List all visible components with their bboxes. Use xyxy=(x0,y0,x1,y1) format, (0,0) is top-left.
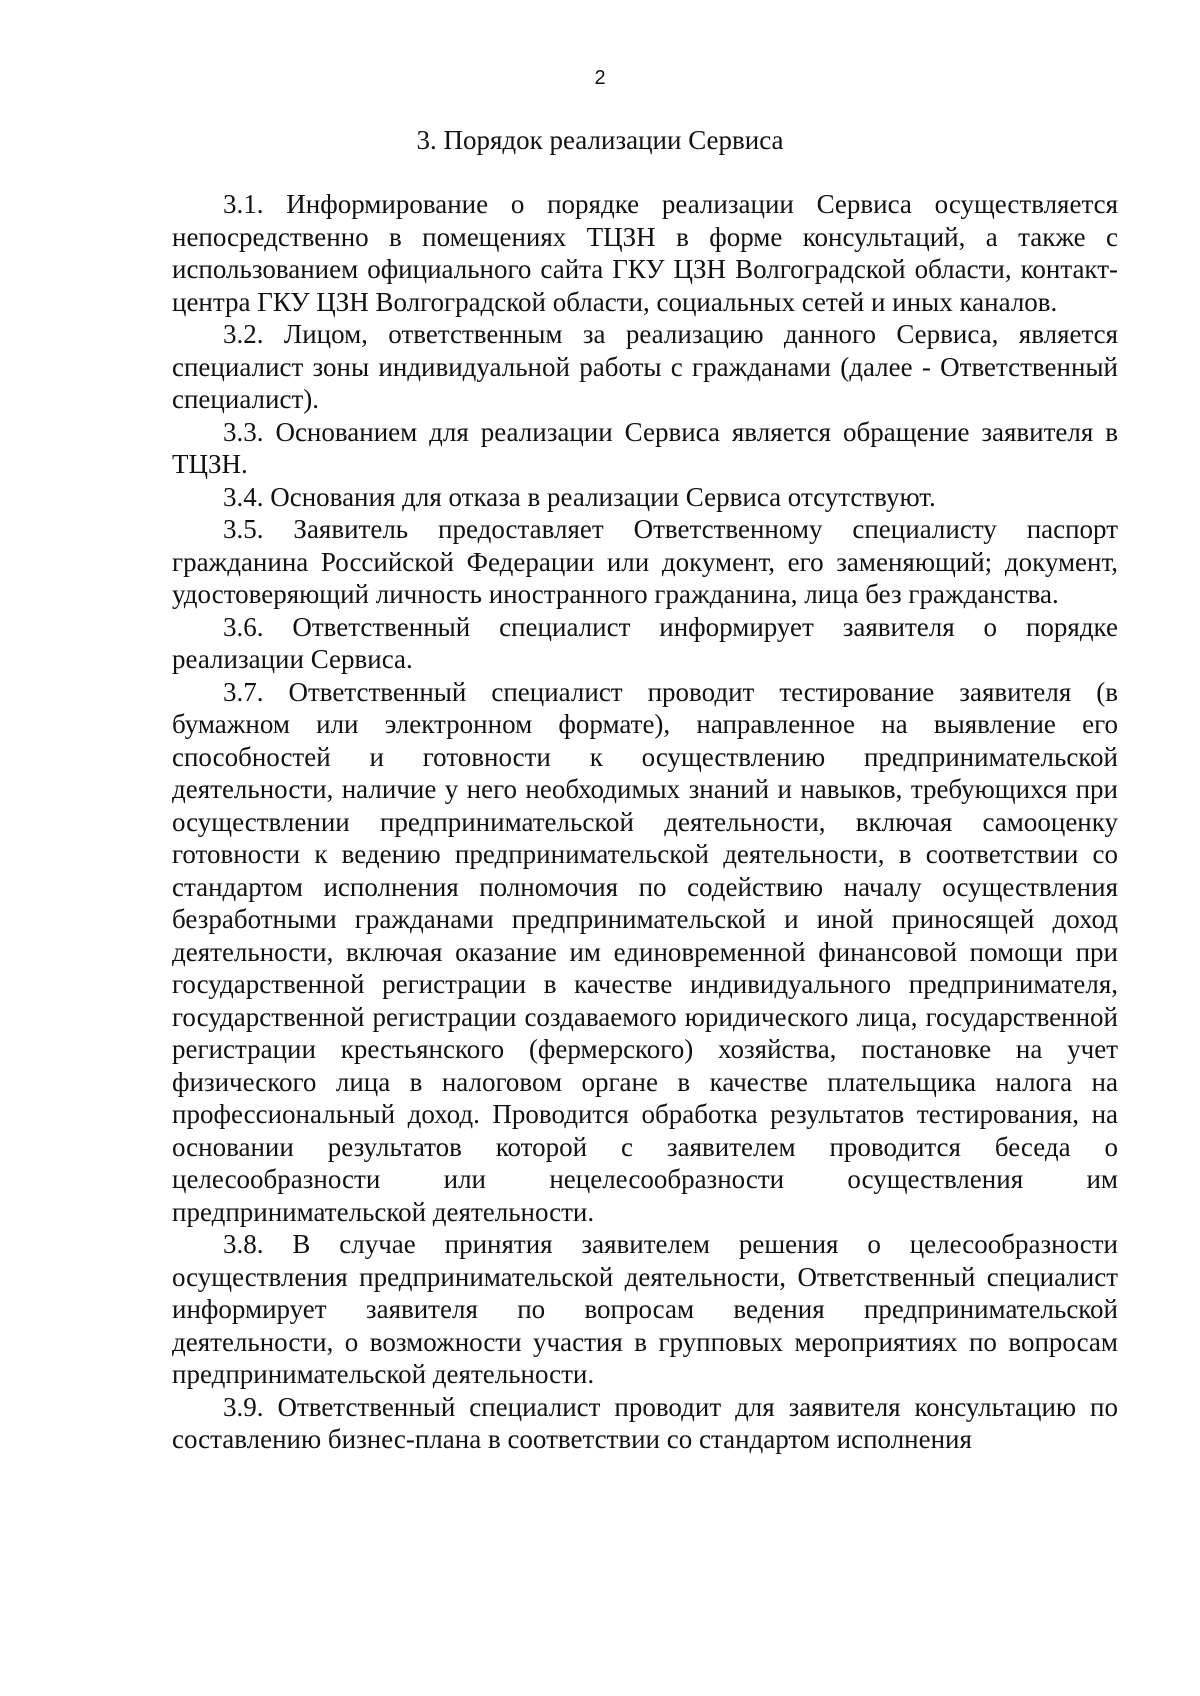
paragraph-3-9: 3.9. Ответственный специалист проводит для заявителя консультацию по составлению бизнес-плана в соответствии со стандартом исполнения xyxy=(172,1391,1118,1454)
paragraph-3-7: 3.7. Ответственный специалист проводит тестирование заявителя (в бумажном или электронном формате), направленное на выявление его способностей и готовности к осуществлению предпринимательской деятельности, наличие у него необходимых знаний и навыков, требующихся при осуществлении предпринимательской деятельности, включая самооценку готовности к ведению предпринимательской деятельности, в соответствии со стандартом исполнения полномочия по содействию началу осуществления безработными гражданами предпринимательской и иной приносящей доход деятельности, включая оказание им единовременной финансовой помощи при государственной регистрации в качестве индивидуального предпринимателя, государственной регистрации создаваемого юридического лица, государственной регистрации крестьянского (фермерского) хозяйства, постановке на учет физического лица в налоговом органе в качестве плательщика налога на профессиональный доход. Проводится обработка результатов тестирования, на основании результатов которой с заявителем проводится беседа о целесообразности или нецелесообразности осуществления им предпринимательской деятельности. xyxy=(172,676,1118,1227)
paragraph-3-3: 3.3. Основанием для реализации Сервиса является обращение заявителя в ТЦЗН. xyxy=(172,416,1118,479)
paragraph-3-1: 3.1. Информирование о порядке реализации Сервиса осуществляется непосредственно в помещениях ТЦЗН в форме консультаций, а также с использованием официального сайта ГКУ ЦЗН Волгоградской области, контакт-центра ГКУ ЦЗН Волгоградской области, социальных сетей и иных каналов. xyxy=(172,189,1118,317)
document-body xyxy=(172,188,1118,1456)
paragraph-3-6: 3.6. Ответственный специалист информирует заявителя о порядке реализации Сервиса. xyxy=(172,611,1118,674)
paragraph-3-5: 3.5. Заявитель предоставляет Ответственному специалисту паспорт гражданина Российской Федерации или документ, его заменяющий; документ, удостоверяющий личность иностранного гражданина, лица без гражданства. xyxy=(172,514,1118,609)
paragraph-3-8: 3.8. В случае принятия заявителем решения о целесообразности осуществления предпринимательской деятельности, Ответственный специалист информирует заявителя по вопросам ведения предпринимательской деятельности, о возможности участия в групповых мероприятиях по вопросам предпринимательской деятельности. xyxy=(172,1229,1118,1389)
section-title: 3. Порядок реализации Сервиса xyxy=(416,125,784,155)
page-number: 2 xyxy=(594,67,606,89)
paragraph-3-4: 3.4. Основания для отказа в реализации Сервиса отсутствуют. xyxy=(223,481,936,512)
paragraph-3-2: 3.2. Лицом, ответственным за реализацию данного Сервиса, является специалист зоны индивидуальной работы с гражданами (далее - Ответственный специалист). xyxy=(172,319,1118,414)
